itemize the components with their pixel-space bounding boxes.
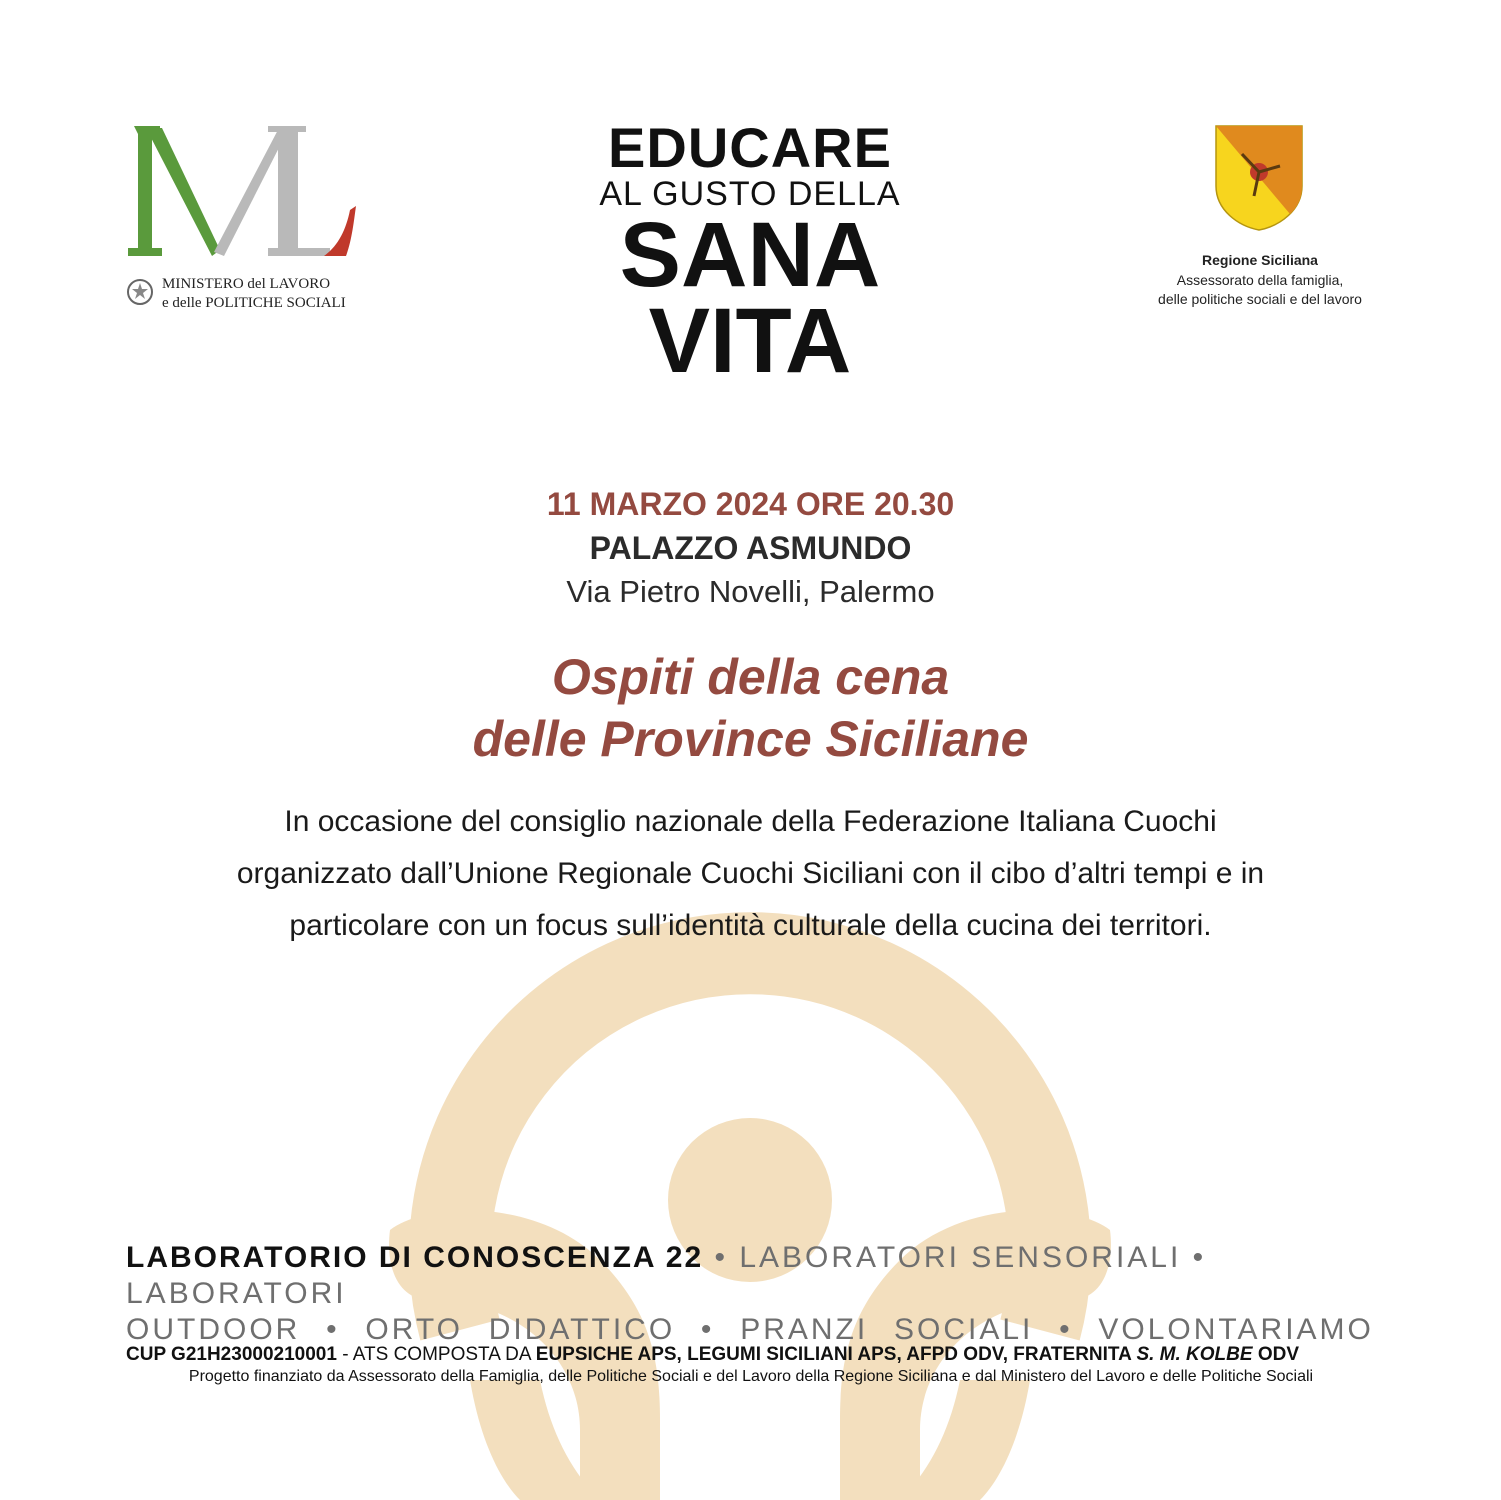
labs-word: DIDATTICO bbox=[488, 1313, 676, 1346]
description-line1: In occasione del consiglio nazionale della Federazione Italiana Cuochi bbox=[284, 805, 1217, 838]
title-line1: EDUCARE bbox=[608, 116, 892, 179]
cup-code: CUP G21H23000210001 bbox=[126, 1344, 337, 1365]
title-line4: VITA bbox=[648, 290, 852, 392]
event-description bbox=[130, 796, 1371, 952]
labs-word: ORTO bbox=[365, 1313, 463, 1346]
labs-bullet: • bbox=[700, 1313, 715, 1346]
cup-members: EUPSICHE APS, LEGUMI SICILIANI APS, AFPD ODV, FRATERNITA bbox=[535, 1344, 1137, 1365]
regione-line2: delle politiche sociali e del lavoro bbox=[1158, 291, 1362, 307]
guests-line1: Ospiti della cena bbox=[551, 649, 950, 705]
event-date: 11 MARZO 2024 ORE 20.30 bbox=[546, 486, 955, 522]
ministry-logo bbox=[120, 120, 370, 320]
description-line2: organizzato dall’Unione Regionale Cuochi Siciliani con il cibo d’altri tempi e in bbox=[236, 857, 1265, 890]
labs-bullet: • bbox=[326, 1313, 340, 1346]
labs-word: SOCIALI bbox=[893, 1313, 1034, 1346]
italian-emblem-icon bbox=[126, 278, 154, 306]
guests-line2: delle Province Siciliane bbox=[472, 711, 1029, 767]
cup-line bbox=[126, 1344, 1376, 1366]
labs-row2 bbox=[126, 1312, 1374, 1348]
event-address: Via Pietro Novelli, Palermo bbox=[566, 574, 935, 609]
labs-bold: LABORATORIO DI CONOSCENZA 22 bbox=[126, 1241, 704, 1274]
title-line3: SANA bbox=[619, 204, 881, 306]
title-line2: AL GUSTO DELLA bbox=[599, 175, 901, 213]
guests-heading bbox=[0, 646, 1501, 770]
ministry-name bbox=[162, 275, 346, 313]
regione-name: Regione Siciliana bbox=[1202, 252, 1318, 268]
labs-row1 bbox=[126, 1240, 1376, 1312]
labs-rest1: • LABORATORI SENSORIALI • LABORATORI bbox=[126, 1241, 1207, 1310]
funding-note: Progetto finanziato da Assessorato della Famiglia, delle Politiche Sociali e del Lavoro della Regione Siciliana e dal Ministero del Lavoro e delle Politiche Sociali bbox=[188, 1368, 1314, 1385]
labs-word: PRANZI bbox=[740, 1313, 869, 1346]
ministry-line2: e delle POLITICHE SOCIALI bbox=[162, 295, 346, 311]
cup-mid: - ATS COMPOSTA DA bbox=[336, 1344, 536, 1365]
ml-monogram-icon bbox=[120, 120, 370, 260]
campaign-title bbox=[560, 116, 940, 392]
description-line3: particolare con un focus sull’identità culturale della cucina dei territori. bbox=[289, 909, 1212, 942]
trinacria-shield-icon bbox=[1214, 124, 1304, 232]
labs-bullet: • bbox=[1059, 1313, 1073, 1346]
regione-logo bbox=[1130, 124, 1390, 324]
event-venue: PALAZZO ASMUNDO bbox=[589, 530, 912, 566]
regione-line1: Assessorato della famiglia, bbox=[1176, 272, 1344, 288]
cup-end: ODV bbox=[1252, 1344, 1300, 1365]
labs-list bbox=[126, 1240, 1376, 1348]
labs-word: OUTDOOR bbox=[126, 1313, 301, 1346]
cup-kolbe: S. M. KOLBE bbox=[1136, 1344, 1253, 1365]
ministry-line1: MINISTERO del LAVORO bbox=[162, 276, 331, 292]
labs-word: VOLONTARIAMO bbox=[1098, 1313, 1374, 1346]
